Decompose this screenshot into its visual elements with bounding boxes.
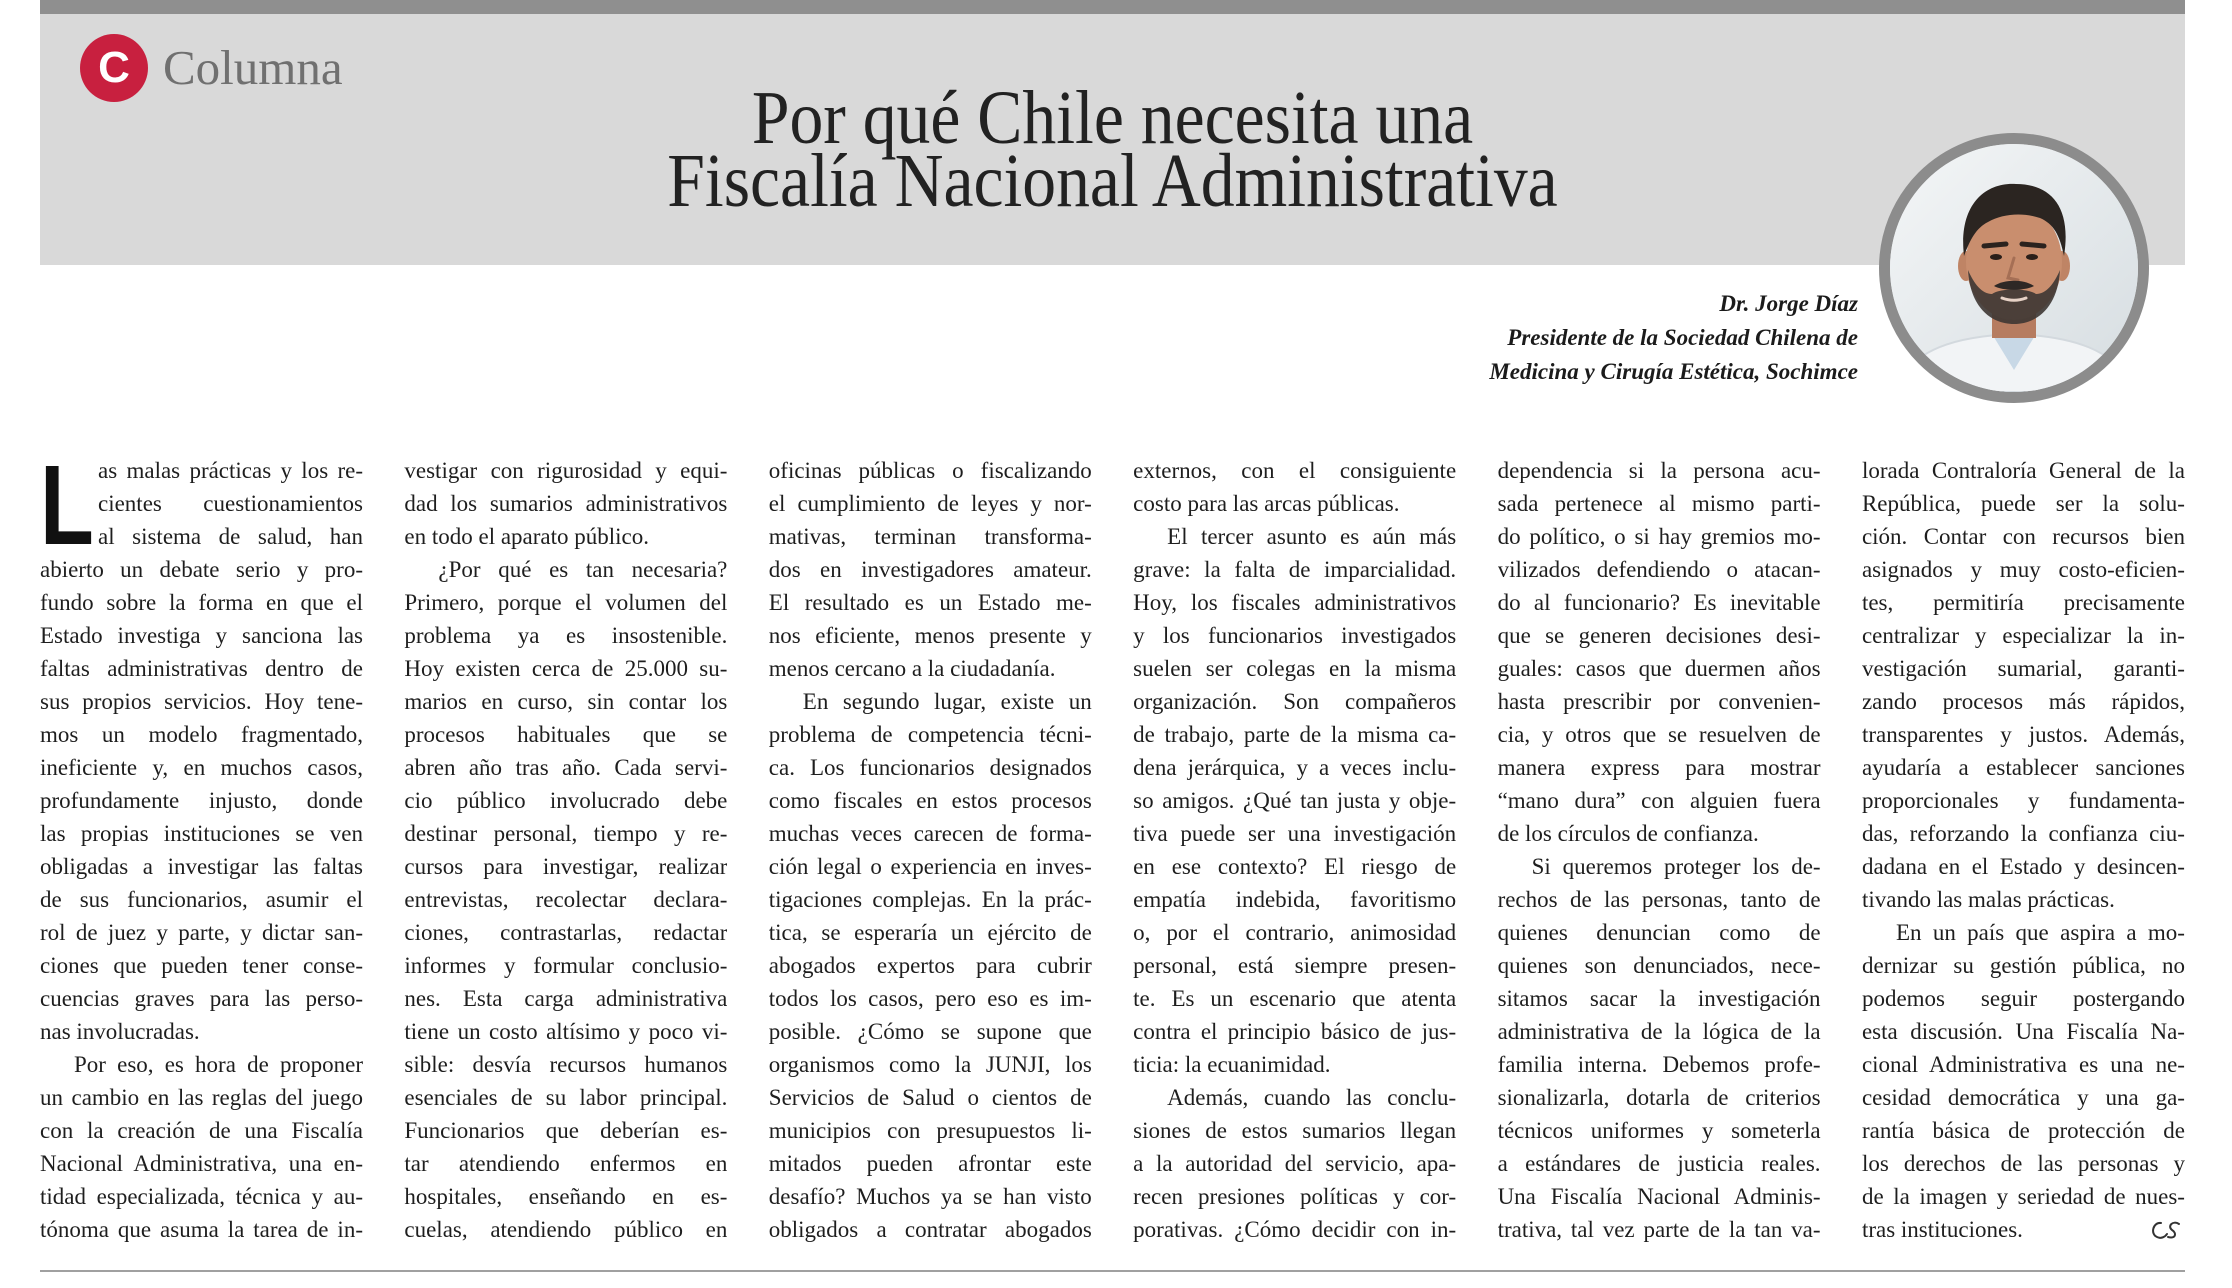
text-line: rantía básica de protección de xyxy=(1861,1118,2185,1143)
text-line: sible: desvía recursos humanos xyxy=(404,1052,728,1077)
text-line: sus propios servicios. Hoy tene- xyxy=(40,689,363,714)
text-line: con la creación de una Fiscalía xyxy=(40,1118,363,1143)
text-line: abogados expertos para cubrir xyxy=(768,953,1092,978)
text-line: externos, con el consiguiente xyxy=(1133,458,1457,483)
text-line: profundamente injusto, donde xyxy=(40,788,363,813)
text-line: tigaciones complejas. En la prác- xyxy=(768,887,1092,912)
text-line: Además, cuando las conclu- xyxy=(1167,1085,1457,1110)
text-line: organización. Son compañeros xyxy=(1133,689,1457,714)
text-line: informes y formular conclusio- xyxy=(404,953,728,978)
text-line: En un país que aspira a mo- xyxy=(1895,920,2185,945)
text-line: cursos para investigar, realizar xyxy=(404,854,728,879)
text-line: municipios con presupuestos li- xyxy=(768,1118,1092,1143)
text-line: en todo el aparato público. xyxy=(404,524,650,549)
author-role-line-1: Presidente de la Sociedad Chilena de xyxy=(1507,325,1858,350)
text-line: contra el principio básico de jus- xyxy=(1133,1019,1457,1044)
text-line: ineficiente y, en muchos casos, xyxy=(40,755,363,780)
text-line: proporcionales y fundamenta- xyxy=(1861,788,2185,813)
text-line: familia interna. Debemos profe- xyxy=(1497,1052,1821,1077)
text-line: guales: casos que duermen años xyxy=(1497,656,1821,681)
text-line: lorada Contraloría General de la xyxy=(1861,458,2185,483)
text-line: ticia: la ecuanimidad. xyxy=(1133,1052,1331,1077)
article-body xyxy=(40,454,2185,1246)
text-line: cia, y otros que se resuelven de xyxy=(1497,722,1821,747)
text-line: centralizar y especializar la in- xyxy=(1861,623,2185,648)
text-line: do político, o si hay gremios mo- xyxy=(1497,524,1821,549)
text-line: Hoy existen cerca de 25.000 su- xyxy=(404,656,728,681)
text-line: cional Administrativa es una ne- xyxy=(1861,1052,2185,1077)
text-line: menos cercano a la ciudadanía. xyxy=(768,656,1056,681)
author-photo xyxy=(1879,133,2149,403)
text-line: marios en curso, sin contar los xyxy=(404,689,728,714)
text-line: sada pertenece al mismo parti- xyxy=(1497,491,1821,516)
text-line: tes, permitiría precisamente xyxy=(1861,590,2185,615)
text-line: Si queremos proteger los de- xyxy=(1531,854,1821,879)
text-line: trativa, tal vez parte de la tan va- xyxy=(1497,1217,1821,1242)
author-portrait xyxy=(1890,144,2138,392)
text-line: cuencias graves para las perso- xyxy=(40,986,363,1011)
text-line: como fiscales en estos procesos xyxy=(768,788,1092,813)
text-line: administrativa de la lógica de la xyxy=(1497,1019,1821,1044)
text-line: cuelas, atendiendo público en xyxy=(404,1217,728,1242)
text-line: ción legal o experiencia en inves- xyxy=(768,854,1092,879)
section-label: Columna xyxy=(163,40,343,95)
text-line: porativas. ¿Cómo decidir con in- xyxy=(1133,1217,1457,1242)
text-line: ¿Por qué es tan necesaria? xyxy=(438,557,728,582)
text-line: ayudaría a establecer sanciones xyxy=(1861,755,2185,780)
text-line: mitados pueden afrontar este xyxy=(768,1151,1092,1176)
text-line: rechos de las personas, tanto de xyxy=(1497,887,1821,912)
text-line: ca. Los funcionarios designados xyxy=(768,755,1092,780)
text-line: obligados a contratar abogados xyxy=(768,1217,1092,1242)
text-line: empatía indebida, favoritismo xyxy=(1133,887,1457,912)
author-byline xyxy=(1489,287,1858,389)
right-eye xyxy=(2026,254,2038,260)
text-line: faltas administrativas dentro de xyxy=(40,656,363,681)
author-role-line-2: Medicina y Cirugía Estética, Sochimce xyxy=(1489,359,1858,384)
end-mark-c-stroke xyxy=(2153,1223,2167,1238)
end-mark-icon xyxy=(2148,1219,2182,1241)
text-line: República, puede ser la solu- xyxy=(1861,491,2185,516)
text-line: oficinas públicas o fiscalizando xyxy=(768,458,1092,483)
text-column xyxy=(1133,454,1456,1246)
text-line: El tercer asunto es aún más xyxy=(1167,524,1457,549)
text-line: abren año tras año. Cada servi- xyxy=(404,755,728,780)
text-line: tiva puede ser una investigación xyxy=(1133,821,1457,846)
text-line: sionalizarla, dotarla de criterios xyxy=(1497,1085,1821,1110)
text-line: das, reforzando la confianza ciu- xyxy=(1861,821,2185,846)
text-line: nos eficiente, menos presente y xyxy=(768,623,1092,648)
text-line: suelen ser colegas en la misma xyxy=(1133,656,1457,681)
text-line: “mano dura” con alguien fuera xyxy=(1497,788,1821,813)
headline-line-1: Por qué Chile necesita una xyxy=(751,76,1474,160)
text-line: Por eso, es hora de proponer xyxy=(74,1052,363,1077)
text-line: siones de estos sumarios llegan xyxy=(1133,1118,1457,1143)
text-line: dos en investigadores amateur. xyxy=(768,557,1092,582)
text-line: problema de competencia técni- xyxy=(768,722,1092,747)
text-line: abierto un debate serio y pro- xyxy=(40,557,363,582)
text-line: manera express para mostrar xyxy=(1497,755,1821,780)
text-line: zando procesos más rápidos, xyxy=(1861,689,2185,714)
headline-line-2: Fiscalía Nacional Administrativa xyxy=(667,139,1558,223)
text-line: as malas prácticas y los re- xyxy=(98,458,363,483)
text-line: en ese contexto? El riesgo de xyxy=(1133,854,1457,879)
text-line: tónoma que asuma la tarea de in- xyxy=(40,1217,363,1242)
text-line: ción. Contar con recursos bien xyxy=(1861,524,2185,549)
left-eyebrow xyxy=(1984,244,2006,246)
text-line: dad los sumarios administrativos xyxy=(404,491,728,516)
text-line: un cambio en las reglas del juego xyxy=(40,1085,363,1110)
text-line: Nacional Administrativa, una en- xyxy=(40,1151,363,1176)
text-line: podemos seguir postergando xyxy=(1861,986,2185,1011)
text-line: Una Fiscalía Nacional Adminis- xyxy=(1497,1184,1821,1209)
text-line: entrevistas, recolectar declara- xyxy=(404,887,728,912)
text-column xyxy=(769,454,1092,1246)
text-line: so amigos. ¿Qué tan justa y obje- xyxy=(1133,788,1457,813)
text-line: muchas veces carecen de forma- xyxy=(768,821,1092,846)
text-line: Funcionarios que deberían es- xyxy=(404,1118,728,1143)
text-line: de sus funcionarios, asumir el xyxy=(40,887,363,912)
text-line: tar atendiendo enfermos en xyxy=(404,1151,728,1176)
text-line: de trabajo, parte de la misma ca- xyxy=(1133,722,1457,747)
text-line: de los círculos de confianza. xyxy=(1497,821,1759,846)
section-badge-letter: C xyxy=(98,43,130,92)
text-line: vestigar con rigurosidad y equi- xyxy=(404,458,728,483)
text-line: tica, se esperaría un ejército de xyxy=(768,920,1092,945)
text-line: obligadas a investigar las faltas xyxy=(40,854,363,879)
left-eye xyxy=(1990,254,2002,260)
text-line: dependencia si la persona acu- xyxy=(1497,458,1821,483)
text-line: desafío? Muchos ya se han visto xyxy=(768,1184,1092,1209)
text-line: a la autoridad del servicio, apa- xyxy=(1133,1151,1457,1176)
text-line: ciones que pueden tener conse- xyxy=(40,953,363,978)
text-line: fundo sobre la forma en que el xyxy=(40,590,363,615)
text-line: cio público involucrado debe xyxy=(404,788,728,813)
text-line: dadana en el Estado y desincen- xyxy=(1861,854,2185,879)
text-line: y los funcionarios investigados xyxy=(1133,623,1457,648)
text-line: do al funcionario? Es inevitable xyxy=(1497,590,1821,615)
text-line: personal, está siempre presen- xyxy=(1133,953,1457,978)
text-line: asignados y muy costo-eficien- xyxy=(1861,557,2185,582)
text-line: nes. Esta carga administrativa xyxy=(404,986,728,1011)
text-line: el cumplimiento de leyes y nor- xyxy=(768,491,1092,516)
text-line: al sistema de salud, han xyxy=(98,524,363,549)
text-line: mos un modelo fragmentado, xyxy=(40,722,363,747)
text-line: los derechos de las personas y xyxy=(1861,1151,2185,1176)
text-column xyxy=(404,454,727,1246)
text-column xyxy=(1862,454,2185,1246)
text-line: esenciales de su labor principal. xyxy=(404,1085,728,1110)
text-line: transparentes y justos. Además, xyxy=(1861,722,2185,747)
text-line: problema ya es insostenible. xyxy=(404,623,728,648)
text-line: o, por el contrario, animosidad xyxy=(1133,920,1457,945)
text-line: organismos como la JUNJI, los xyxy=(768,1052,1092,1077)
text-line: El resultado es un Estado me- xyxy=(768,590,1092,615)
text-line: En segundo lugar, existe un xyxy=(802,689,1092,714)
text-line: sitamos sacar la investigación xyxy=(1497,986,1821,1011)
text-line: rol de juez y parte, y dictar san- xyxy=(40,920,363,945)
text-line: destinar personal, tiempo y re- xyxy=(404,821,728,846)
text-line: tras instituciones. xyxy=(1861,1217,2023,1242)
text-line: Hoy, los fiscales administrativos xyxy=(1133,590,1457,615)
text-line: Primero, porque el volumen del xyxy=(404,590,728,615)
text-line: que se generen decisiones desi- xyxy=(1497,623,1821,648)
text-line: nas involucradas. xyxy=(40,1019,200,1044)
text-line: hospitales, enseñando en es- xyxy=(404,1184,728,1209)
text-line: hasta prescribir por convenien- xyxy=(1497,689,1821,714)
text-line: quienes denuncian como de xyxy=(1497,920,1821,945)
text-line: quienes son denunciados, nece- xyxy=(1497,953,1821,978)
text-line: vilizados defendiendo o atacan- xyxy=(1497,557,1821,582)
text-line: Estado investiga y sanciona las xyxy=(40,623,363,648)
text-line: las propias instituciones se ven xyxy=(40,821,363,846)
drop-cap: L xyxy=(40,442,94,568)
text-line: vestigación sumarial, garanti- xyxy=(1861,656,2185,681)
text-line: tiene un costo altísimo y poco vi- xyxy=(404,1019,728,1044)
end-mark-s-stroke xyxy=(2168,1223,2179,1238)
text-line: tidad especializada, técnica y au- xyxy=(40,1184,363,1209)
text-column xyxy=(1498,454,1821,1246)
text-line: costo para las arcas públicas. xyxy=(1133,491,1400,516)
text-line: grave: la falta de imparcialidad. xyxy=(1133,557,1457,582)
text-line: recen presiones políticas y cor- xyxy=(1133,1184,1457,1209)
top-bar xyxy=(40,0,2185,14)
text-line: te. Es un escenario que atenta xyxy=(1133,986,1457,1011)
text-line: dena jerárquica, y a veces inclu- xyxy=(1133,755,1457,780)
text-line: dernizar su gestión pública, no xyxy=(1861,953,2185,978)
text-line: Servicios de Salud o cientos de xyxy=(768,1085,1092,1110)
text-line: esta discusión. Una Fiscalía Na- xyxy=(1861,1019,2185,1044)
text-line: cesidad democrática y una ga- xyxy=(1861,1085,2185,1110)
text-line: ciones, contrastarlas, redactar xyxy=(404,920,728,945)
text-line: procesos habituales que se xyxy=(404,722,728,747)
author-name: Dr. Jorge Díaz xyxy=(1719,291,1858,316)
text-column xyxy=(40,454,363,1246)
section-badge-icon xyxy=(80,34,148,102)
right-eyebrow xyxy=(2022,244,2044,246)
text-line: cientes cuestionamientos xyxy=(98,491,363,516)
text-line: tivando las malas prácticas. xyxy=(1861,887,2115,912)
text-line: mativas, terminan transforma- xyxy=(768,524,1092,549)
text-line: posible. ¿Cómo se supone que xyxy=(768,1019,1092,1044)
text-line: todos los casos, pero eso es im- xyxy=(768,986,1092,1011)
text-line: técnicos uniformes y someterla xyxy=(1497,1118,1821,1143)
text-line: a estándares de justicia reales. xyxy=(1497,1151,1821,1176)
bottom-rule xyxy=(40,1270,2185,1272)
text-line: de la imagen y seriedad de nues- xyxy=(1861,1184,2185,1209)
